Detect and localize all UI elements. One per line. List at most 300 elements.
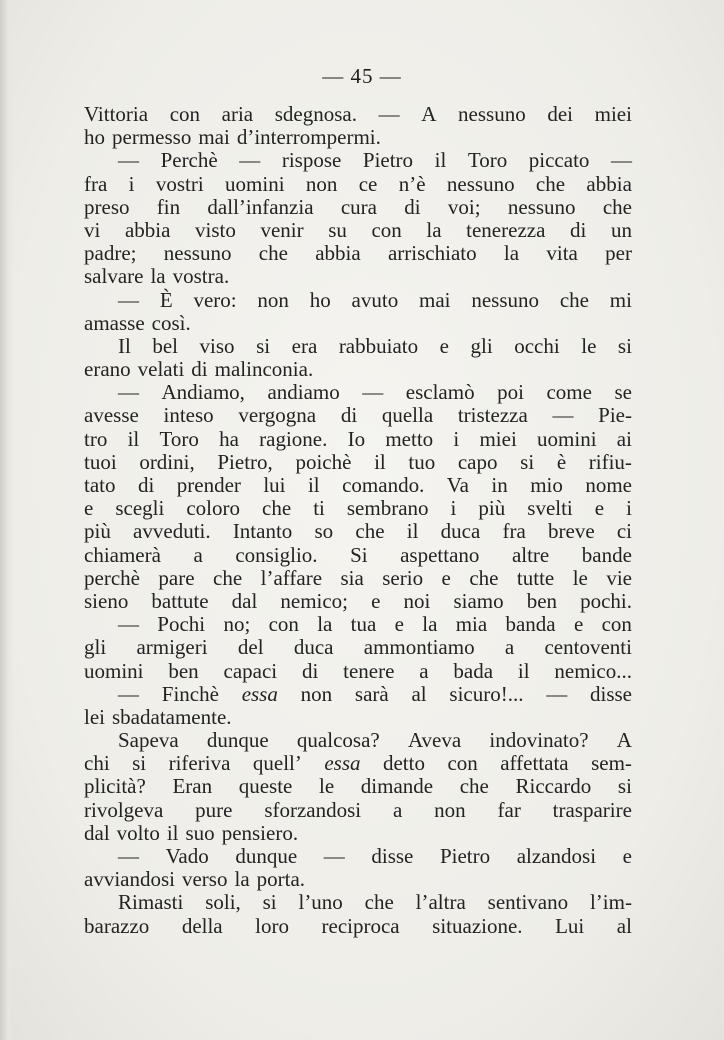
word: preso [84, 194, 130, 219]
word: Toro [467, 148, 508, 173]
word: vostra. [172, 264, 230, 289]
text-line [84, 752, 632, 775]
word: erano [84, 357, 131, 382]
word: la [150, 264, 166, 289]
word: bada [453, 658, 494, 683]
word: a [193, 542, 203, 567]
text-line [84, 567, 632, 590]
word: essa [324, 751, 361, 776]
word: e [439, 333, 449, 358]
word: sembrano [346, 496, 429, 521]
word: affettata [500, 751, 569, 776]
word: sdegnosa. [274, 102, 357, 126]
word: prender [176, 473, 241, 497]
word: è [556, 449, 567, 474]
word: fra [502, 519, 526, 544]
word: ce [358, 171, 378, 196]
word: disse [590, 681, 632, 706]
word: pensiero. [221, 820, 299, 845]
text-line [84, 520, 632, 543]
word: sarà [354, 681, 389, 706]
word: piccato [528, 148, 590, 173]
word: i [626, 496, 632, 521]
word: di [570, 217, 587, 242]
word: altre [511, 542, 550, 567]
word: se [614, 380, 632, 405]
word: perchè [84, 565, 140, 590]
word: noi [403, 588, 431, 613]
word: aria [221, 102, 254, 126]
word: il [406, 519, 419, 544]
word: i [128, 171, 135, 196]
word: soli, [205, 890, 241, 915]
text-line [84, 103, 632, 126]
word: nessuno [507, 194, 576, 219]
word: tuo [408, 449, 436, 474]
word: che [258, 241, 288, 266]
page-number: — 45 — [322, 64, 402, 88]
text-line [84, 799, 632, 822]
word: uomini [84, 658, 144, 683]
word: e [84, 496, 94, 521]
word: nessuno [458, 102, 526, 126]
word: nemico... [554, 658, 632, 683]
word: serio [382, 565, 424, 590]
word: visto [195, 217, 236, 242]
word: di [137, 473, 155, 497]
text-line [84, 868, 632, 891]
word: che [364, 890, 394, 915]
word: il [127, 426, 140, 451]
word: e [441, 565, 451, 590]
word: abbia [315, 241, 361, 266]
word: padre; [84, 241, 137, 266]
word: ti [313, 496, 325, 521]
word: che [469, 565, 499, 590]
word: ben [526, 588, 558, 613]
word: si [256, 333, 271, 358]
word: Andiamo, [161, 380, 245, 405]
word: pure [195, 797, 233, 822]
text-line [84, 590, 632, 613]
word: voi; [447, 194, 481, 219]
word: uomini [537, 426, 597, 451]
word: trasparire [552, 797, 632, 822]
word: malinconia. [214, 357, 314, 382]
word: — [610, 148, 632, 173]
word: volto [116, 820, 160, 845]
word: non [434, 797, 466, 822]
word: disse [371, 844, 414, 868]
word: si [617, 774, 632, 799]
word: miei [594, 102, 632, 126]
text-line [84, 149, 632, 172]
word: metto [385, 426, 434, 451]
word: siamo [453, 588, 504, 613]
word: Intanto [232, 519, 293, 544]
word: verso [181, 867, 228, 892]
word: duca [440, 519, 481, 544]
word: tuoi [84, 449, 117, 474]
word: Eran [172, 774, 213, 799]
word: i [450, 496, 457, 521]
word: viso [199, 333, 235, 358]
word: la [234, 867, 250, 892]
word: centoventi [544, 635, 632, 660]
body-text [84, 103, 632, 938]
word: battute [151, 588, 209, 613]
word: — [323, 844, 345, 868]
word: che [535, 171, 566, 196]
text-line [84, 312, 632, 335]
word: e [371, 588, 381, 613]
word: l’affare [260, 565, 323, 590]
word: si [132, 751, 147, 776]
text-line [84, 822, 632, 845]
word: Pietro [439, 844, 491, 868]
word: Io [347, 426, 366, 451]
text-line [84, 845, 632, 868]
word: il [517, 658, 530, 683]
text-line [84, 613, 632, 636]
word: — [378, 102, 400, 126]
word: al [411, 681, 427, 706]
word: detto [382, 751, 425, 776]
word: vie [606, 565, 632, 590]
word: il [434, 148, 447, 173]
text-line [84, 173, 632, 196]
word: bande [581, 542, 632, 567]
word: che [213, 565, 243, 590]
word: — [118, 612, 139, 637]
word: della [181, 913, 223, 938]
word: così. [151, 310, 191, 335]
word: sbadatamente. [112, 704, 232, 729]
word: bel [152, 333, 179, 358]
word: che [262, 496, 292, 521]
word: non [257, 287, 289, 312]
word: la [503, 241, 520, 266]
word: Va [446, 473, 469, 497]
word: con [169, 102, 201, 126]
word: l’altra [415, 890, 466, 915]
word: inteso [163, 403, 214, 428]
word: svelti [527, 496, 573, 521]
word: quell’ [252, 751, 302, 776]
word: avuto [351, 287, 399, 312]
word: — [118, 844, 139, 868]
text-line [84, 729, 632, 752]
word: — [118, 681, 139, 706]
word: pochi. [580, 588, 632, 613]
word: ai [616, 426, 632, 451]
word: Riccardo [515, 774, 592, 799]
word: vi [84, 217, 101, 242]
text-line [84, 660, 632, 683]
word: chi [84, 751, 110, 776]
word: permesso [112, 125, 192, 150]
word: su [328, 217, 347, 242]
word: tro [84, 426, 108, 451]
word: nessuno [471, 287, 539, 312]
text-line [84, 381, 632, 404]
word: mia [455, 612, 488, 637]
word: avveduti. [133, 519, 211, 544]
word: — [118, 380, 139, 405]
word: cura [340, 194, 377, 219]
text-line [84, 636, 632, 659]
word: aspettano [400, 542, 480, 567]
word: Pie- [598, 403, 632, 428]
word: si [262, 890, 277, 915]
word: dunque [206, 728, 269, 753]
word: con [268, 612, 299, 637]
word: Aveva [407, 728, 462, 753]
text-line [84, 544, 632, 567]
word: nessuno [163, 241, 232, 266]
page-binding-edge [0, 0, 14, 1040]
word: d’interrompermi. [236, 125, 381, 150]
word: mai [419, 287, 451, 312]
word: dal [84, 820, 110, 845]
word: non [305, 171, 338, 196]
word: salvare [84, 264, 144, 289]
word: chiamerà [84, 542, 161, 567]
word: Perchè [160, 148, 218, 173]
word: Vado [165, 844, 209, 868]
word: il [374, 449, 386, 474]
word: sieno [84, 588, 129, 613]
word: il [166, 820, 179, 845]
word: la [426, 217, 442, 242]
word: un [610, 217, 632, 242]
word: scegli [115, 496, 165, 521]
word: n’è [398, 171, 426, 196]
word: pare [158, 565, 195, 590]
word: rispose [281, 148, 342, 173]
word: a [392, 797, 403, 822]
word: velati [137, 357, 185, 382]
word: e [594, 496, 605, 521]
word: ammontiamo [363, 635, 475, 660]
word: che [602, 194, 632, 219]
word: — [118, 148, 139, 173]
word: alzandosi [516, 844, 597, 868]
word: sforzandosi [264, 797, 362, 822]
word: nome [585, 473, 632, 497]
text-line [84, 242, 632, 265]
word: poi [497, 380, 524, 405]
word: A [421, 102, 437, 126]
text-line [84, 265, 632, 288]
word: vergogna [238, 403, 317, 428]
word: la [317, 612, 333, 637]
word: di [404, 194, 421, 219]
word: tristezza [457, 403, 528, 428]
word: ben [168, 658, 199, 683]
text-line [84, 335, 632, 358]
word: dall’infanzia [207, 194, 314, 219]
word: e [622, 844, 632, 868]
word: occhi [514, 333, 560, 358]
word: plicità? [84, 774, 146, 799]
word: no; [223, 612, 251, 637]
word: al [616, 913, 632, 938]
word: più [84, 519, 111, 544]
word: i [453, 426, 460, 451]
word: l’uno [298, 890, 343, 915]
word: Lui [555, 913, 585, 938]
text-line [84, 497, 632, 520]
word: mai [198, 125, 230, 150]
word: abbia [124, 217, 171, 242]
word: sem- [591, 751, 632, 776]
word: ragione. [259, 426, 328, 451]
word: tenerezza [466, 217, 546, 242]
word: per [605, 241, 632, 266]
word: andiamo [267, 380, 340, 405]
word: abbia [586, 171, 632, 196]
word: lei [84, 704, 105, 729]
word: indovinato? [489, 728, 589, 753]
word: mi [609, 287, 632, 312]
word: ho [84, 125, 105, 150]
word: — [362, 380, 384, 405]
word: barazzo [84, 913, 150, 938]
word: amasse [84, 310, 145, 335]
word: si [617, 333, 632, 358]
word: Finchè [161, 681, 219, 706]
word: che [559, 287, 589, 312]
word: porta. [256, 867, 306, 892]
word: consiglio. [235, 542, 318, 567]
word: Sapeva [118, 728, 179, 753]
word: di [191, 357, 208, 382]
word: essa [241, 681, 278, 706]
word: ordini, [139, 449, 195, 474]
word: miei [479, 426, 517, 451]
word: tutte [516, 565, 555, 590]
word: Si [350, 542, 368, 567]
word: È [159, 287, 173, 312]
word: dunque [235, 844, 298, 868]
word: vostri [155, 171, 204, 196]
text-line [84, 891, 632, 914]
text-line [84, 219, 632, 242]
word: armigeri [136, 635, 208, 660]
word: si [520, 449, 535, 474]
text-line [84, 451, 632, 474]
word: sia [340, 565, 364, 590]
word: venir [260, 217, 304, 242]
word: gli [470, 333, 493, 358]
word: vero: [193, 287, 237, 312]
word: l’im- [589, 890, 632, 915]
word: tato [84, 473, 116, 497]
word: qualcosa? [296, 728, 380, 753]
word: a [504, 635, 515, 660]
word: fin [156, 194, 181, 219]
word: nemico; [280, 588, 349, 613]
word: la [422, 612, 438, 637]
word: e [573, 612, 584, 637]
word: le [319, 774, 335, 799]
word: nessuno [446, 171, 515, 196]
word: breve [548, 519, 595, 544]
word: in [491, 473, 508, 497]
text-line [84, 196, 632, 219]
text-line [84, 474, 632, 497]
text-line [84, 775, 632, 798]
word: ha [219, 426, 239, 451]
word: dimande [360, 774, 434, 799]
word: loro [255, 913, 289, 938]
text-line [84, 126, 632, 149]
text-line [84, 683, 632, 706]
word: suo [185, 820, 215, 845]
word: capo [457, 449, 498, 474]
word: Vittoria [84, 102, 149, 126]
word: e [394, 612, 404, 637]
word: come [546, 380, 592, 405]
word: del [237, 635, 264, 660]
word: mio [530, 473, 563, 497]
word: rifiu- [588, 449, 632, 474]
word: dei [547, 102, 573, 126]
word: con [447, 751, 478, 776]
word: duca [293, 635, 334, 660]
word: Il [118, 333, 131, 358]
text-line [84, 915, 632, 938]
word: A [616, 728, 632, 753]
word: non [300, 681, 333, 706]
word: comando. [342, 473, 425, 497]
word: ci [616, 519, 632, 544]
word: le [581, 333, 597, 358]
word: — [118, 287, 139, 312]
word: Pochi [157, 612, 206, 637]
word: esclamò [405, 380, 475, 405]
word: poichè [295, 449, 352, 474]
word: reciproca [321, 913, 400, 938]
word: sicuro!... [449, 681, 524, 706]
word: sentivano [487, 890, 569, 915]
word: Rimasti [118, 890, 184, 915]
word: ho [309, 287, 331, 312]
word: con [371, 217, 402, 242]
word: — [552, 403, 574, 428]
word: Toro [159, 426, 199, 451]
word: queste [238, 774, 293, 799]
word: le [572, 565, 588, 590]
word: — [239, 148, 261, 173]
text-line [84, 706, 632, 729]
text-line [84, 289, 632, 312]
word: capaci [223, 658, 278, 683]
word: arrischiato [387, 241, 477, 266]
text-line [84, 358, 632, 381]
word: che [459, 774, 489, 799]
word: so [314, 519, 334, 544]
word: coloro [186, 496, 240, 521]
text-line [84, 428, 632, 451]
word: rivolgeva [84, 797, 164, 822]
word: avesse [84, 403, 139, 428]
word: tenere [343, 658, 395, 683]
word: più [478, 496, 506, 521]
word: di [340, 403, 358, 428]
word: vita [546, 241, 578, 266]
